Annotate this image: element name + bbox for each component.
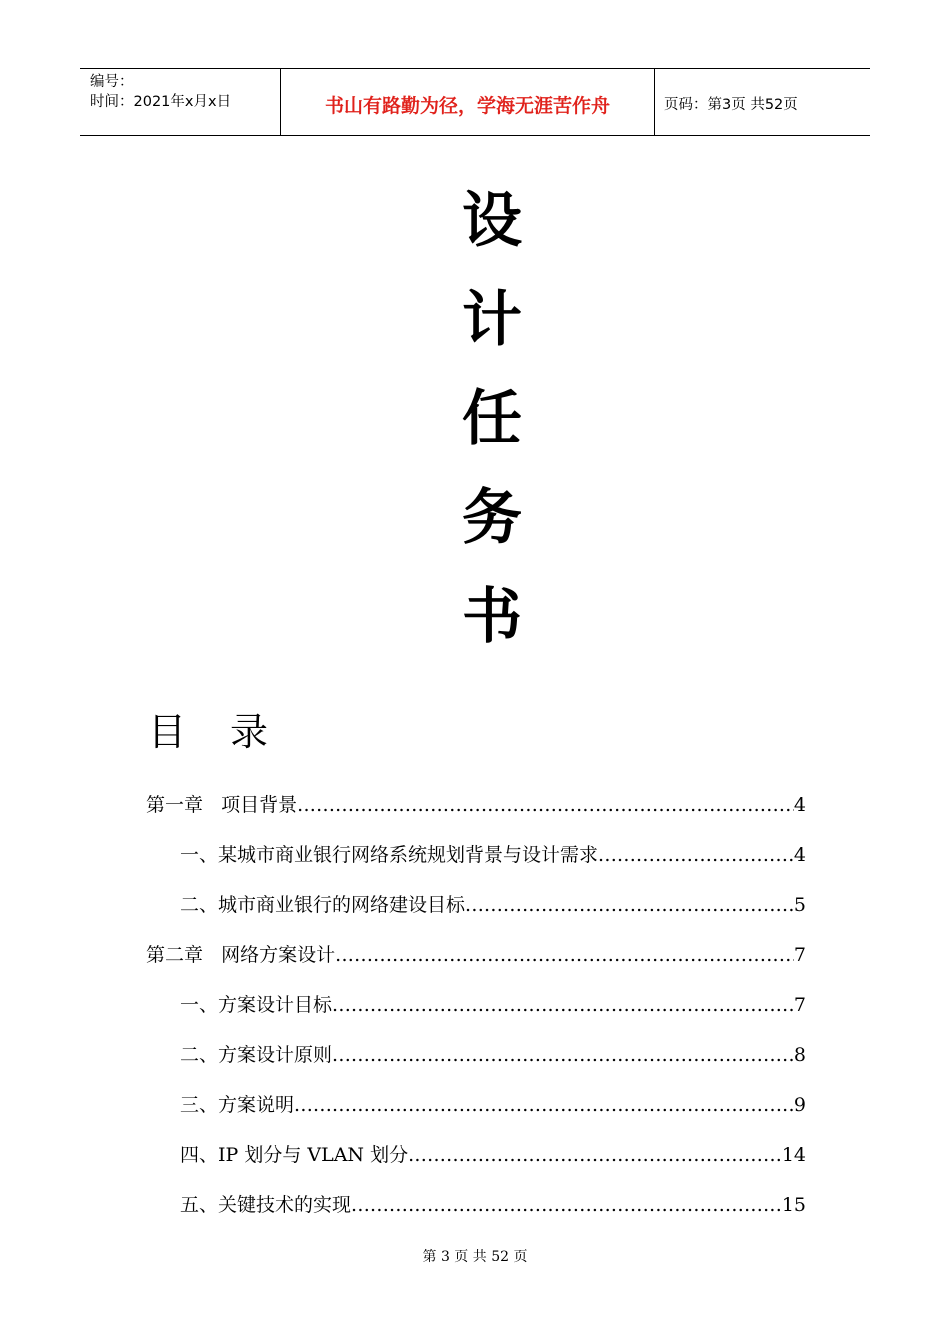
toc-entry[interactable] [180, 1190, 806, 1220]
document-title [440, 172, 544, 667]
document-header [80, 68, 870, 136]
footer-page-number: 第 3 页 共 52 页 [422, 1249, 528, 1265]
page-footer [0, 1246, 950, 1266]
toc-entry-page: 15 [781, 1194, 806, 1216]
title-char: 务 [462, 483, 522, 553]
toc-entry[interactable] [180, 1090, 806, 1120]
title-char: 任 [462, 384, 522, 454]
toc-leader [297, 790, 794, 820]
toc-entry-text: 一、某城市商业银行网络系统规划背景与设计需求 [180, 844, 599, 866]
toc-entry[interactable] [180, 1040, 806, 1070]
header-meta-cell [80, 69, 281, 135]
toc-entry-text: 第一章 项目背景 [146, 794, 298, 816]
toc-entry-text: 三、方案说明 [180, 1094, 295, 1116]
toc-entry-page: 4 [793, 794, 806, 816]
header-page-info: 页码：第3页 共52页 [664, 96, 798, 113]
toc-entry-page: 8 [793, 1044, 806, 1066]
header-number-label: 编号： [90, 74, 134, 90]
header-time-label: 时间：2021年x月x日 [90, 94, 232, 110]
toc-heading-char: 目 [148, 710, 187, 754]
toc-entry[interactable] [180, 890, 806, 920]
toc-entry-page: 5 [793, 894, 806, 916]
toc-entry[interactable] [146, 940, 806, 970]
toc-leader [332, 990, 794, 1020]
toc-entry[interactable] [180, 1140, 806, 1170]
toc-entry-page: 9 [793, 1094, 806, 1116]
title-char: 计 [462, 285, 522, 355]
title-char: 书 [462, 582, 522, 652]
toc-leader [408, 1140, 782, 1170]
toc-leader [598, 840, 794, 870]
toc-entry[interactable] [180, 990, 806, 1020]
toc-leader [294, 1090, 794, 1120]
toc-entry-text: 一、方案设计目标 [180, 994, 333, 1016]
title-char: 设 [462, 186, 522, 256]
header-motto-cell [281, 69, 655, 135]
toc-entry-text: 二、方案设计原则 [180, 1044, 333, 1066]
toc-leader [332, 1040, 794, 1070]
toc-entry-text: 第二章 网络方案设计 [146, 944, 336, 966]
toc-entry-page: 4 [793, 844, 806, 866]
toc-entry-page: 14 [781, 1144, 806, 1166]
header-motto: 书山有路勤为径，学海无涯苦作舟 [324, 94, 610, 117]
toc-entry-page: 7 [793, 944, 806, 966]
toc-leader [335, 940, 794, 970]
header-page-cell [655, 69, 870, 135]
toc-entry-text: 五、关键技术的实现 [180, 1194, 352, 1216]
toc-leader [351, 1190, 782, 1220]
toc-entry-text: 二、城市商业银行的网络建设目标 [180, 894, 466, 916]
toc-entry-page: 7 [793, 994, 806, 1016]
toc-entry[interactable] [180, 840, 806, 870]
toc-heading-char: 录 [230, 710, 269, 754]
toc-leader [465, 890, 794, 920]
toc-entry-text: 四、IP 划分与 VLAN 划分 [180, 1144, 409, 1166]
toc-heading [148, 706, 268, 758]
toc-entry[interactable] [146, 790, 806, 820]
